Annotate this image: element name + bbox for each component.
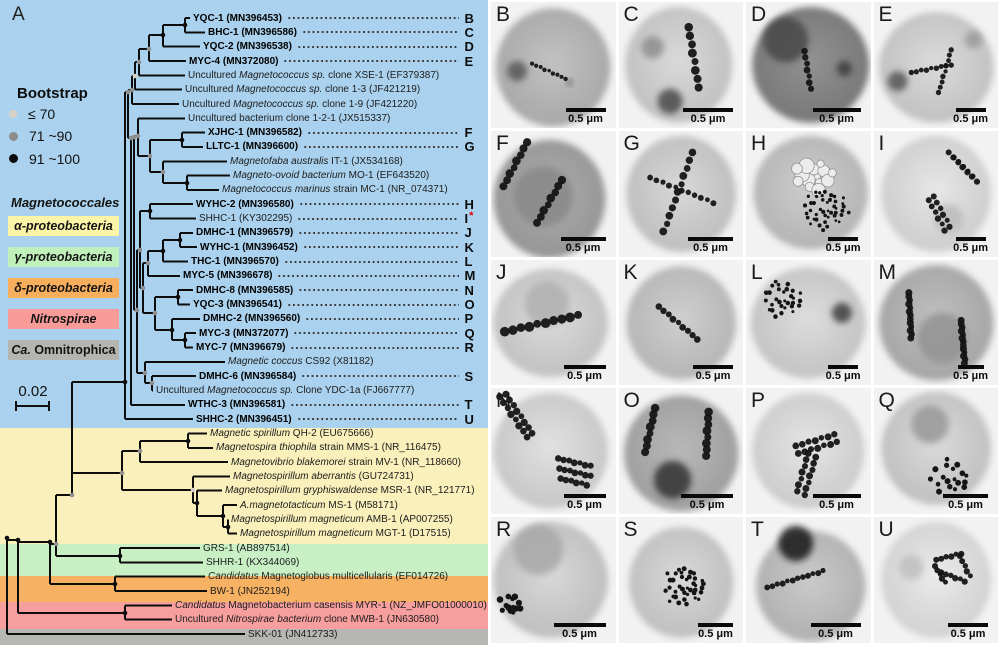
panel-letter-ref-F: F	[464, 125, 473, 141]
micrograph-panel-O	[619, 388, 744, 514]
micrograph-letter: O	[623, 389, 640, 413]
taxon-row	[206, 555, 299, 569]
taxon-label: GRS-1 (AB897514)	[203, 542, 290, 554]
scale-bar-label: 0.5 μm	[698, 628, 733, 640]
micrograph-grid	[488, 0, 1000, 645]
taxon-label: WYHC-2 (MN396580)	[196, 198, 294, 210]
panel-letter-ref-R: R	[464, 340, 474, 355]
taxon-row	[231, 455, 461, 469]
dotted-leader	[307, 126, 459, 140]
taxon-row	[208, 25, 461, 39]
group-label: δ-proteobacteria	[8, 278, 119, 298]
panel-letter-ref-K: K	[464, 239, 474, 255]
dotted-leader	[303, 240, 459, 254]
taxon-row	[240, 498, 398, 512]
panel-letter-ref-N: N	[464, 282, 474, 298]
bootstrap-legend-item	[9, 104, 55, 124]
taxon-row	[225, 484, 475, 498]
taxon-row	[231, 512, 453, 526]
taxon-label: Magnetofaba australis IT-1 (JX534168)	[230, 155, 403, 167]
scale-bar-line	[698, 623, 733, 627]
taxon-row	[196, 412, 461, 426]
bootstrap-legend-item	[9, 149, 80, 169]
scale-bar	[813, 494, 861, 511]
taxon-row	[156, 384, 414, 398]
scale-bar-label: 0.5 μm	[695, 370, 731, 383]
scale-bar	[683, 108, 733, 125]
scale-bar-label: 0.5 μm	[567, 370, 602, 383]
micrograph-panel-H	[746, 131, 871, 257]
micrograph-panel-C	[619, 2, 744, 128]
taxon-label: Magnetic spirillum QH-2 (EU675666)	[210, 427, 374, 439]
scale-bar	[698, 623, 733, 640]
scale-bar	[554, 623, 606, 640]
taxon-row	[196, 226, 461, 240]
bootstrap-dot-icon	[9, 154, 18, 163]
panel-letter-ref-C: C	[464, 24, 474, 40]
scale-bar-label: 0.5 μm	[950, 628, 986, 640]
taxon-row	[210, 584, 290, 598]
taxon-row	[206, 140, 461, 154]
scale-bar	[813, 108, 861, 125]
taxon-row	[175, 613, 439, 627]
scale-bar	[681, 494, 733, 511]
panel-letter-ref-L: L	[464, 254, 473, 269]
taxon-label: DMHC-2 (MN396560)	[203, 313, 301, 325]
micrograph-letter: K	[623, 260, 638, 284]
scale-bar	[953, 365, 988, 382]
micrograph-letter: R	[496, 518, 512, 542]
taxon-row	[203, 40, 461, 54]
taxon-label: WYHC-1 (MN396452)	[200, 241, 298, 253]
panel-a-label: A	[12, 4, 25, 25]
micrograph-panel-N	[491, 388, 616, 514]
bootstrap-range-label: 71 ~90	[29, 128, 73, 145]
scale-bar-label: 0.5 μm	[819, 499, 854, 512]
taxon-row	[193, 298, 461, 312]
scale-bar-line	[564, 494, 606, 498]
taxon-label: BW-1 (JN252194)	[210, 585, 290, 597]
scale-bar-label: 0.5 μm	[562, 628, 597, 640]
taxon-row	[196, 341, 461, 355]
taxon-row	[199, 326, 461, 340]
taxon-row	[233, 169, 429, 183]
scale-bar	[953, 237, 988, 254]
scale-bar-line	[554, 623, 606, 627]
scale-bar-line	[828, 365, 858, 369]
micrograph-panel-U	[874, 517, 999, 643]
taxon-label: Uncultured Magnetococcus sp. clone 1-9 (JF421220)	[182, 98, 418, 110]
taxon-label: Magneto-ovoid bacterium MO-1 (EF643520)	[233, 170, 430, 182]
taxon-label: Uncultured bacterium clone 1-2-1 (JX515337)	[188, 112, 391, 124]
scale-bar	[693, 365, 733, 382]
taxon-row	[196, 283, 461, 297]
taxon-row	[199, 212, 461, 226]
micrograph-panel-T	[746, 517, 871, 643]
taxon-row	[222, 183, 448, 197]
panel-letter-ref-I: I*	[464, 210, 474, 227]
micrograph-panel-K	[619, 260, 744, 386]
taxon-label: Magnetospirillum magneticum AMB-1 (AP007255)	[231, 513, 453, 525]
red-asterisk: *	[469, 210, 474, 223]
scale-bar-line	[956, 237, 986, 241]
taxon-label: Magnetospirillum aberrantis (GU724731)	[233, 470, 414, 482]
taxon-row	[230, 154, 403, 168]
micrograph-letter: I	[878, 131, 885, 155]
dotted-leader	[305, 312, 459, 326]
scale-bar-label: 0.5 μm	[953, 241, 988, 254]
scale-bar-label: 0.5 μm	[565, 241, 601, 254]
dotted-leader	[283, 54, 459, 68]
taxon-label: Magnetospirillum magneticum MGT-1 (D17515)	[240, 528, 451, 540]
group-label: α-proteobacteria	[8, 216, 119, 236]
scale-bar	[564, 494, 606, 511]
taxon-row	[233, 469, 414, 483]
dotted-leader	[301, 369, 459, 383]
scale-bar-line	[561, 237, 606, 241]
dotted-leader	[290, 398, 459, 412]
dotted-leader	[298, 283, 459, 297]
dotted-leader	[297, 212, 459, 226]
dotted-leader	[302, 25, 459, 39]
taxon-label: Magnetospirillum gryphiswaldense MSR-1 (NR_121771)	[225, 485, 475, 497]
taxon-label: YQC-3 (MN396541)	[193, 299, 282, 310]
bootstrap-range-label: ≤ 70	[28, 106, 56, 122]
taxon-label: Magnetovibrio blakemorei strain MV-1 (NR_118660)	[231, 456, 461, 468]
micrograph-panel-L	[746, 260, 871, 386]
micrograph-panel-B	[491, 2, 616, 128]
taxon-label: SHHC-1 (KY302295)	[199, 213, 293, 225]
micrograph-panel-Q	[874, 388, 999, 514]
taxon-row	[203, 541, 290, 555]
taxon-label: WTHC-3 (MN396581)	[188, 399, 286, 411]
dotted-leader	[297, 40, 459, 54]
micrograph-letter: S	[623, 518, 638, 542]
micrograph-panel-E	[874, 2, 999, 128]
scale-bar	[953, 108, 988, 125]
scale-bar-line	[811, 623, 861, 627]
taxon-label: YQC-1 (MN396453)	[193, 12, 282, 24]
taxon-label: LLTC-1 (MN396600)	[206, 141, 299, 153]
taxon-row	[196, 197, 461, 211]
bootstrap-legend-item	[9, 126, 72, 146]
taxon-label: DMHC-1 (MN396579)	[196, 227, 294, 239]
micrograph-panel-J	[491, 260, 616, 386]
panel-letter-ref-O: O	[464, 297, 475, 312]
taxon-label: YQC-2 (MN396538)	[203, 41, 292, 53]
panel-letter-ref-M: M	[464, 268, 476, 284]
taxon-row	[188, 68, 439, 82]
dotted-leader	[290, 341, 459, 355]
scale-bar-line	[828, 237, 858, 241]
panel-letter-ref-P: P	[464, 311, 474, 327]
taxon-label: Magnetococcus marinus strain MC-1 (NR_074371)	[222, 184, 448, 196]
taxon-row	[189, 54, 461, 68]
panel-letter-ref-E: E	[464, 53, 474, 69]
micrograph-panel-F	[491, 131, 616, 257]
scale-bar-line	[683, 108, 733, 112]
scale-bar-label: 0.5 μm	[825, 370, 861, 383]
taxon-label: MYC-3 (MN372077)	[199, 327, 289, 339]
scale-bar	[948, 623, 988, 640]
micrograph-letter: P	[751, 389, 766, 413]
scale-bar	[564, 365, 606, 382]
scale-bar-line	[958, 365, 984, 369]
dotted-leader	[287, 298, 459, 312]
taxon-label: Uncultured Nitrospirae bacterium clone MWB-1 (JN630580)	[175, 614, 440, 626]
scale-bar-line	[681, 494, 733, 498]
bootstrap-range-label: 91 ~100	[29, 150, 80, 167]
scale-bar	[811, 623, 861, 640]
taxon-row	[200, 240, 461, 254]
tree-scale-value: 0.02	[18, 383, 48, 400]
taxon-label: SHHR-1 (KX344069)	[206, 556, 300, 568]
scale-bar	[826, 237, 861, 254]
panel-letter-ref-B: B	[464, 10, 474, 26]
scale-bar-label: 0.5 μm	[953, 370, 988, 383]
taxon-row	[199, 369, 461, 383]
micrograph-panel-P	[746, 388, 871, 514]
scale-bar	[688, 237, 733, 254]
group-label: γ-proteobacteria	[8, 247, 119, 267]
scale-bar-line	[566, 108, 606, 112]
taxon-row	[248, 627, 338, 641]
taxon-label: Uncultured Magnetococcus sp. Clone YDC-1a (FJ667777)	[156, 385, 415, 396]
taxon-row	[208, 126, 461, 140]
taxon-row	[228, 355, 373, 369]
taxon-row	[188, 111, 390, 125]
micrograph-letter: C	[623, 3, 639, 26]
panel-letter-ref-J: J	[464, 225, 472, 241]
scale-bar-line	[956, 108, 986, 112]
scale-bar-label: 0.5 μm	[690, 112, 726, 125]
tree-labels-layer	[0, 0, 488, 645]
bootstrap-dot-icon	[9, 110, 17, 118]
scale-bar-label: 0.5 μm	[825, 241, 861, 254]
taxon-label: SHHC-2 (MN396451)	[196, 413, 292, 425]
panel-letter-ref-S: S	[464, 368, 474, 384]
micrograph-letter: D	[751, 3, 767, 26]
scale-bar	[826, 365, 861, 382]
taxon-row	[182, 97, 417, 111]
taxon-row	[188, 398, 461, 412]
micrograph-panel-G	[619, 131, 744, 257]
group-label: Magnetococcales	[11, 195, 120, 210]
taxon-label: DMHC-8 (MN396585)	[196, 284, 294, 296]
scale-bar-line	[693, 365, 733, 369]
scale-bar-label: 0.5 μm	[948, 499, 983, 512]
micrograph-letter: M	[878, 260, 896, 284]
bootstrap-legend-title: Bootstrap	[17, 85, 88, 102]
taxon-label: BHC-1 (MN396586)	[208, 26, 297, 38]
micrograph-letter: J	[496, 260, 507, 284]
taxon-row	[183, 269, 461, 283]
micrograph-letter: F	[496, 131, 509, 155]
micrograph-letter: E	[878, 3, 893, 26]
group-label: Ca. Omnitrophica	[8, 340, 119, 360]
taxon-label: MYC-7 (MN396679)	[196, 342, 286, 353]
micrograph-letter: L	[751, 260, 763, 284]
scale-bar-line	[564, 365, 606, 369]
taxon-label: Uncultured Magnetococcus sp. clone 1-3 (JF421219)	[185, 84, 421, 96]
taxon-label: Magnetospira thiophila strain MMS-1 (NR_116475)	[216, 442, 441, 454]
taxon-row	[216, 441, 441, 455]
taxon-row	[203, 312, 461, 326]
scale-bar-label: 0.5 μm	[689, 499, 725, 512]
micrograph-panel-M	[874, 260, 999, 386]
taxon-label: Candidatus Magnetobacterium casensis MYR-1 (NZ_JMFO01000010)	[175, 599, 487, 611]
dotted-leader	[297, 412, 459, 426]
micrograph-panel-S	[619, 517, 744, 643]
taxon-row	[208, 570, 448, 584]
panel-letter-ref-T: T	[464, 397, 473, 413]
scale-bar-label: 0.5 μm	[693, 241, 728, 254]
dotted-leader	[293, 326, 459, 340]
scale-bar-line	[813, 494, 861, 498]
taxon-label: DMHC-6 (MN396584)	[199, 370, 297, 382]
scale-bar	[566, 108, 606, 125]
scale-bar-label: 0.5 μm	[819, 112, 854, 125]
phylogenetic-tree-panel	[0, 0, 488, 645]
micrograph-letter: Q	[878, 389, 895, 413]
dotted-leader	[284, 255, 459, 269]
dotted-leader	[299, 197, 459, 211]
panel-letter-ref-U: U	[464, 411, 474, 427]
panel-letter-ref-H: H	[464, 196, 474, 212]
taxon-row	[191, 255, 461, 269]
micrograph-panel-R	[491, 517, 616, 643]
taxon-label: MYC-5 (MN396678)	[183, 270, 273, 282]
scale-bar-label: 0.5 μm	[567, 499, 602, 512]
taxon-label: Uncultured Magnetococcus sp. clone XSE-1 (EF379387)	[188, 69, 440, 81]
dotted-leader	[287, 11, 459, 25]
panel-letter-ref-G: G	[464, 139, 475, 155]
micrograph-letter: T	[751, 518, 764, 542]
taxon-row	[240, 527, 451, 541]
bootstrap-dot-icon	[9, 132, 18, 141]
panel-letter-ref-D: D	[464, 39, 474, 55]
scale-bar-label: 0.5 μm	[568, 112, 603, 125]
taxon-label: MYC-4 (MN372080)	[189, 55, 279, 67]
taxon-label: A.magnetotacticum MS-1 (M58171)	[240, 499, 398, 511]
group-label: Nitrospirae	[8, 309, 119, 329]
scale-bar	[561, 237, 606, 254]
micrograph-letter: U	[878, 518, 894, 542]
micrograph-letter: H	[751, 131, 767, 155]
micrograph-letter: B	[496, 3, 511, 26]
panel-letter-ref-Q: Q	[464, 325, 475, 341]
taxon-row	[210, 426, 373, 440]
scale-bar	[943, 494, 988, 511]
taxon-row	[193, 11, 461, 25]
scale-bar-line	[948, 623, 988, 627]
scale-bar-line	[688, 237, 733, 241]
taxon-row	[185, 83, 420, 97]
taxon-label: Candidatus Magnetoglobus multicellularis (EF014726)	[208, 571, 449, 583]
dotted-leader	[277, 269, 459, 283]
scale-bar-label: 0.5 μm	[818, 628, 853, 640]
taxon-row	[175, 598, 487, 612]
taxon-label: XJHC-1 (MN396582)	[208, 127, 302, 139]
scale-bar-label: 0.5 μm	[953, 112, 988, 125]
taxon-label: THC-1 (MN396570)	[191, 256, 279, 267]
micrograph-letter: G	[623, 131, 640, 155]
micrograph-panel-D	[746, 2, 871, 128]
taxon-label: Magnetic coccus CS92 (X81182)	[228, 356, 374, 368]
scale-bar-line	[943, 494, 988, 498]
micrograph-letter: N	[496, 389, 512, 413]
micrograph-panel-I	[874, 131, 999, 257]
dotted-leader	[303, 140, 459, 154]
scale-bar-line	[813, 108, 861, 112]
dotted-leader	[298, 226, 459, 240]
taxon-label: SKK-01 (JN412733)	[248, 628, 338, 640]
